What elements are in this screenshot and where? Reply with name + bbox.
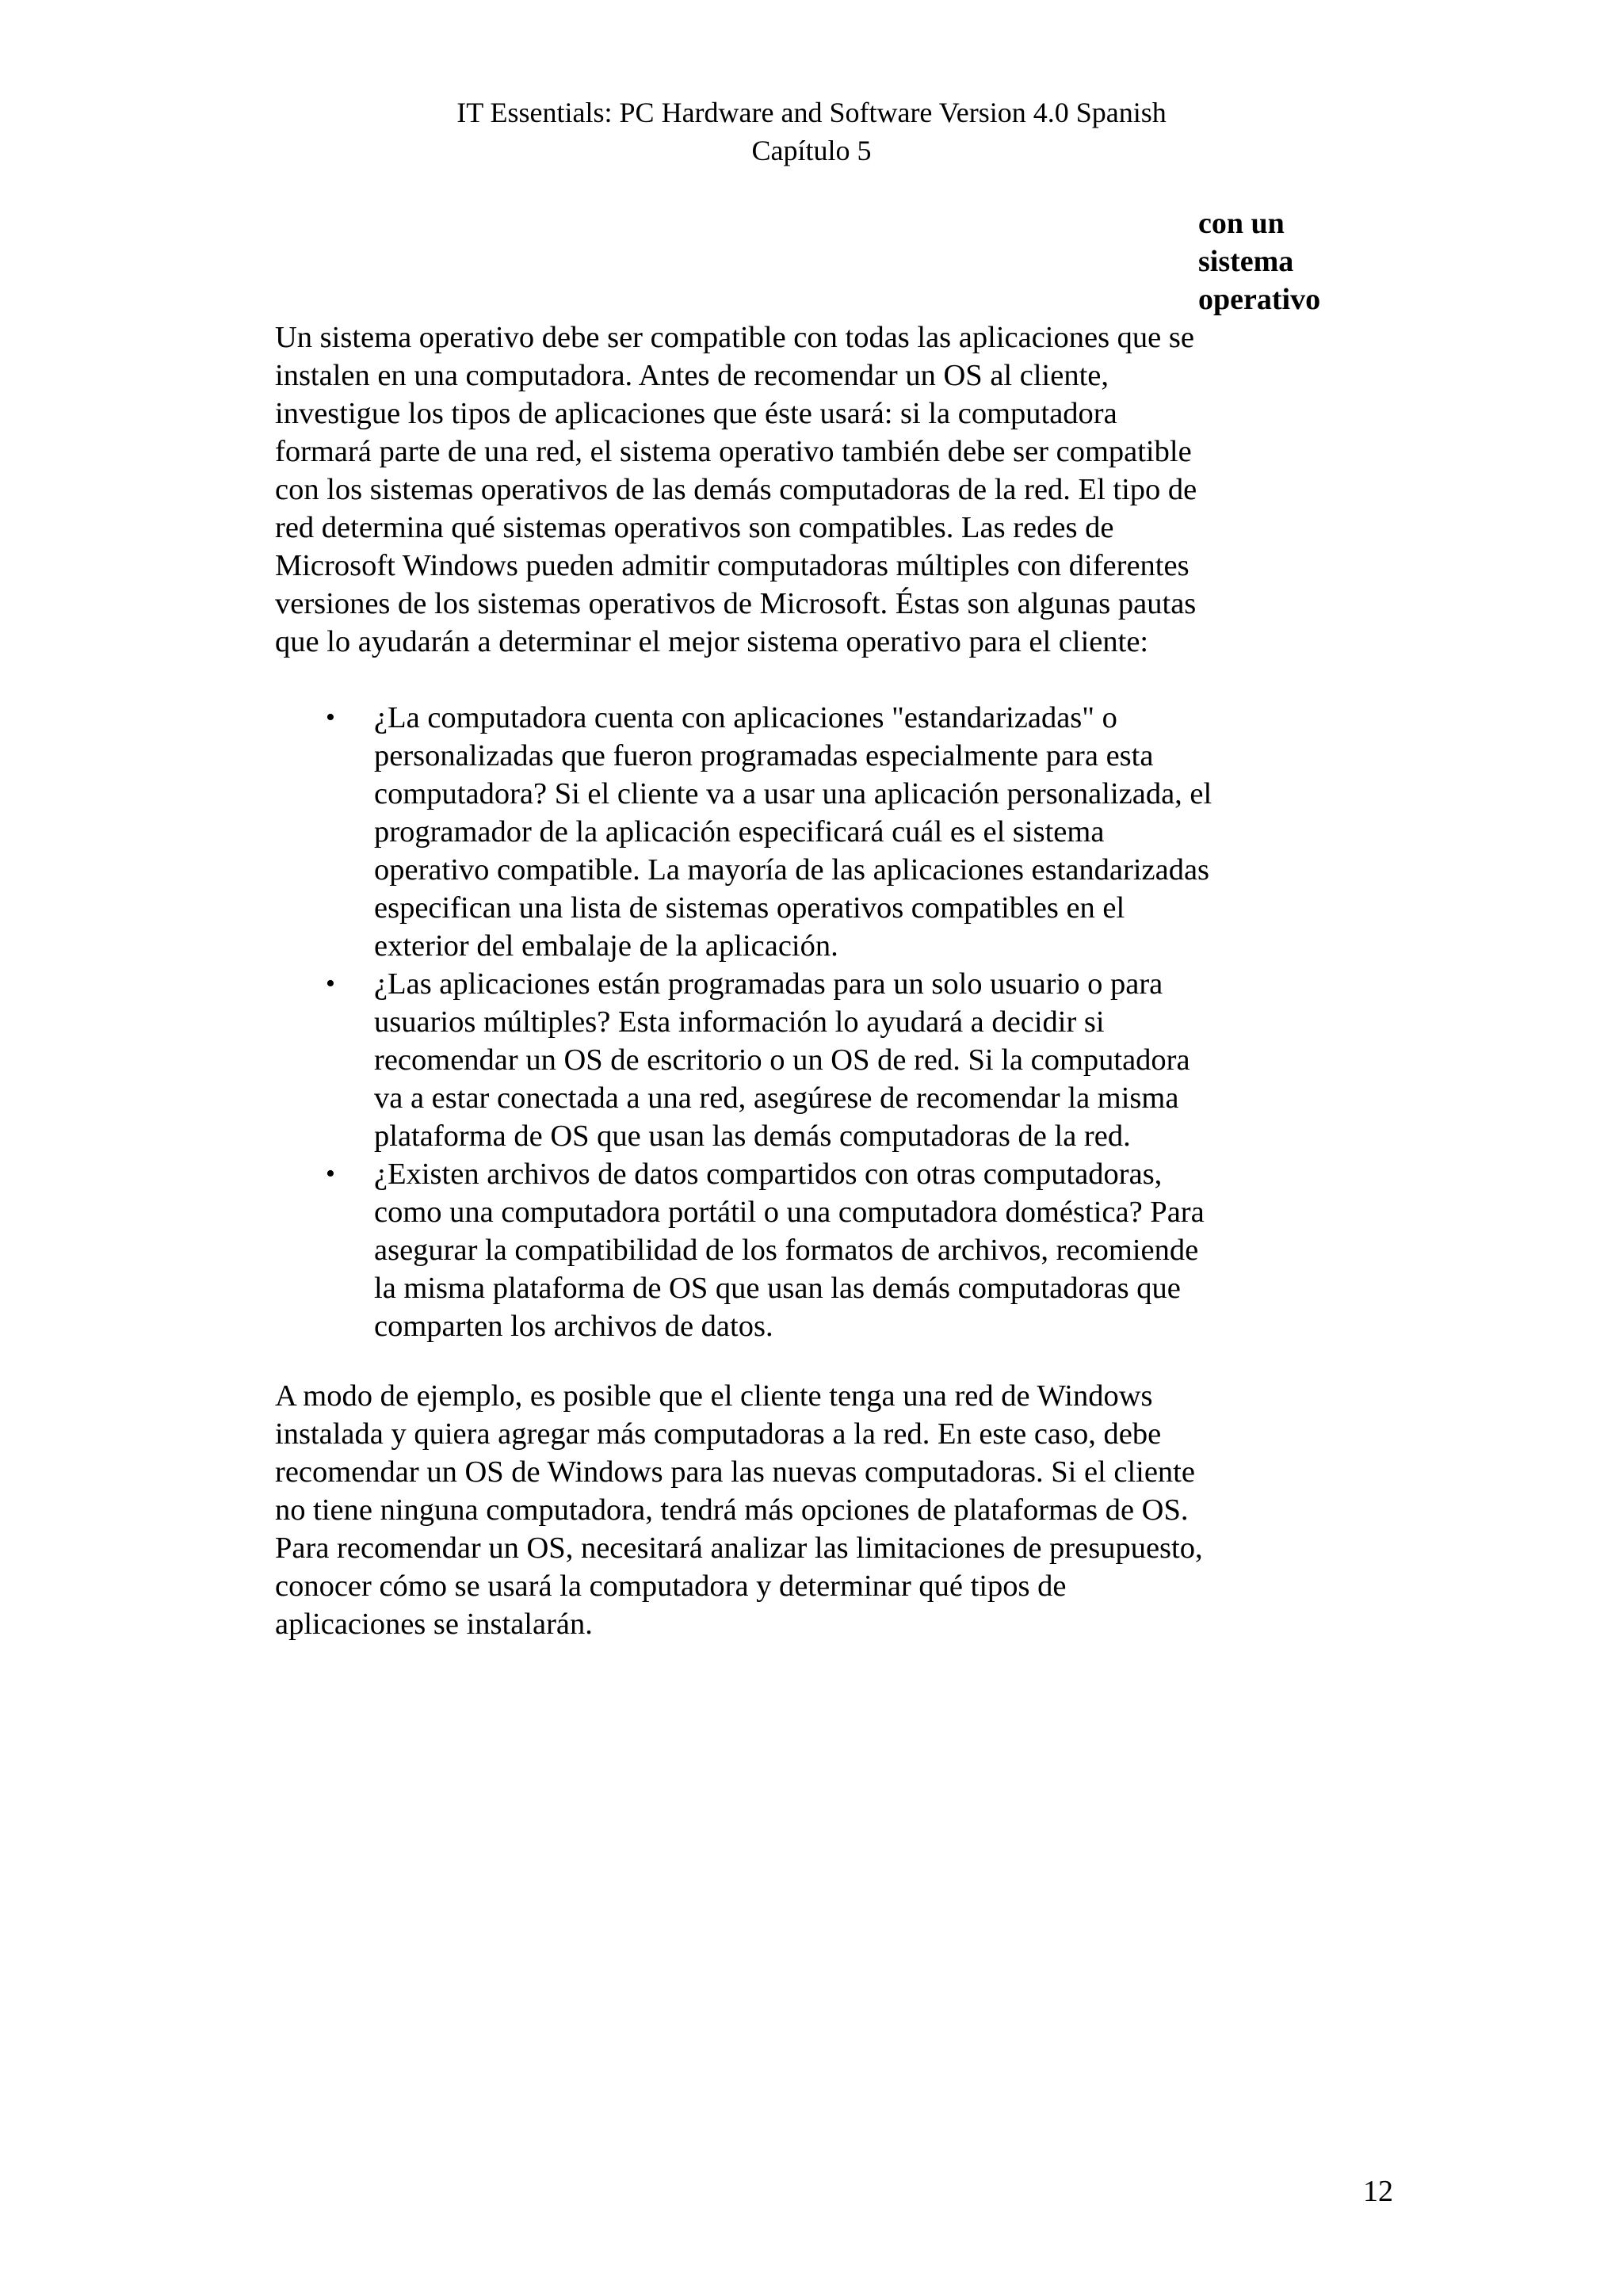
chapter-label: Capítulo 5 xyxy=(751,135,872,166)
text-line: conocer cómo se usará la computadora y determinar qué tipos de xyxy=(275,1569,1067,1603)
intro-paragraph xyxy=(275,318,1285,661)
text-line: usuarios múltiples? Esta información lo ayudará a decidir si xyxy=(374,1005,1105,1039)
text-line: computadora? Si el cliente va a usar una aplicación personalizada, el xyxy=(374,777,1212,810)
page-number: 12 xyxy=(1363,2175,1393,2208)
page-header xyxy=(0,93,1623,170)
text-line: especifican una lista de sistemas operativos compatibles en el xyxy=(374,891,1125,925)
text-line: con los sistemas operativos de las demás computadoras de la red. El tipo de xyxy=(275,473,1197,506)
text-line: operativo compatible. La mayoría de las aplicaciones estandarizadas xyxy=(374,853,1210,887)
text-line: como una computadora portátil o una computadora doméstica? Para xyxy=(374,1196,1205,1229)
text-line: la misma plataforma de OS que usan las demás computadoras que xyxy=(374,1272,1181,1305)
text-line: plataforma de OS que usan las demás computadoras de la red. xyxy=(374,1119,1131,1153)
example-paragraph xyxy=(275,1377,1285,1643)
list-item xyxy=(275,699,1305,965)
margin-heading-line: con un xyxy=(1198,207,1285,240)
guideline-list xyxy=(275,699,1305,1345)
text-line: Un sistema operativo debe ser compatible con todas las aplicaciones que se xyxy=(275,321,1194,354)
list-item xyxy=(275,1155,1305,1345)
text-line: versiones de los sistemas operativos de Microsoft. Éstas son algunas pautas xyxy=(275,587,1197,620)
text-line: va a estar conectada a una red, asegúrese de recomendar la misma xyxy=(374,1081,1179,1115)
text-line: red determina qué sistemas operativos son compatibles. Las redes de xyxy=(275,511,1114,544)
text-line: instalen en una computadora. Antes de recomendar un OS al cliente, xyxy=(275,359,1109,392)
text-line: instalada y quiera agregar más computadoras a la red. En este caso, debe xyxy=(275,1417,1162,1451)
list-item xyxy=(275,965,1305,1155)
text-line: exterior del embalaje de la aplicación. xyxy=(374,929,838,963)
text-line: A modo de ejemplo, es posible que el cliente tenga una red de Windows xyxy=(275,1379,1153,1413)
text-line: Para recomendar un OS, necesitará analizar las limitaciones de presupuesto, xyxy=(275,1531,1203,1565)
text-line: comparten los archivos de datos. xyxy=(374,1310,773,1343)
margin-heading xyxy=(1198,204,1357,318)
text-line: ¿Existen archivos de datos compartidos con otras computadoras, xyxy=(374,1158,1163,1191)
margin-heading-line: sistema xyxy=(1198,245,1294,278)
document-title: IT Essentials: PC Hardware and Software Version 4.0 Spanish xyxy=(456,97,1167,128)
text-line: no tiene ninguna computadora, tendrá más opciones de plataformas de OS. xyxy=(275,1493,1189,1527)
bullet-icon: • xyxy=(326,1159,335,1188)
text-line: personalizadas que fueron programadas especialmente para esta xyxy=(374,739,1154,772)
text-line: recomendar un OS de Windows para las nuevas computadoras. Si el cliente xyxy=(275,1455,1195,1489)
text-line: Microsoft Windows pueden admitir computadoras múltiples con diferentes xyxy=(275,549,1190,582)
bullet-icon: • xyxy=(326,703,335,732)
text-line: recomendar un OS de escritorio o un OS de red. Si la computadora xyxy=(374,1043,1190,1077)
text-line: formará parte de una red, el sistema operativo también debe ser compatible xyxy=(275,435,1192,468)
text-line: aplicaciones se instalarán. xyxy=(275,1608,593,1641)
text-line: programador de la aplicación especificará cuál es el sistema xyxy=(374,815,1105,849)
margin-heading-line: operativo xyxy=(1198,283,1321,316)
text-line: investigue los tipos de aplicaciones que éste usará: si la computadora xyxy=(275,397,1117,430)
text-line: ¿Las aplicaciones están programadas para un solo usuario o para xyxy=(374,967,1163,1001)
text-line: ¿La computadora cuenta con aplicaciones "estandarizadas" o xyxy=(374,701,1117,734)
text-line: asegurar la compatibilidad de los formatos de archivos, recomiende xyxy=(374,1234,1199,1267)
bullet-icon: • xyxy=(326,969,335,998)
text-line: que lo ayudarán a determinar el mejor sistema operativo para el cliente: xyxy=(275,625,1149,658)
